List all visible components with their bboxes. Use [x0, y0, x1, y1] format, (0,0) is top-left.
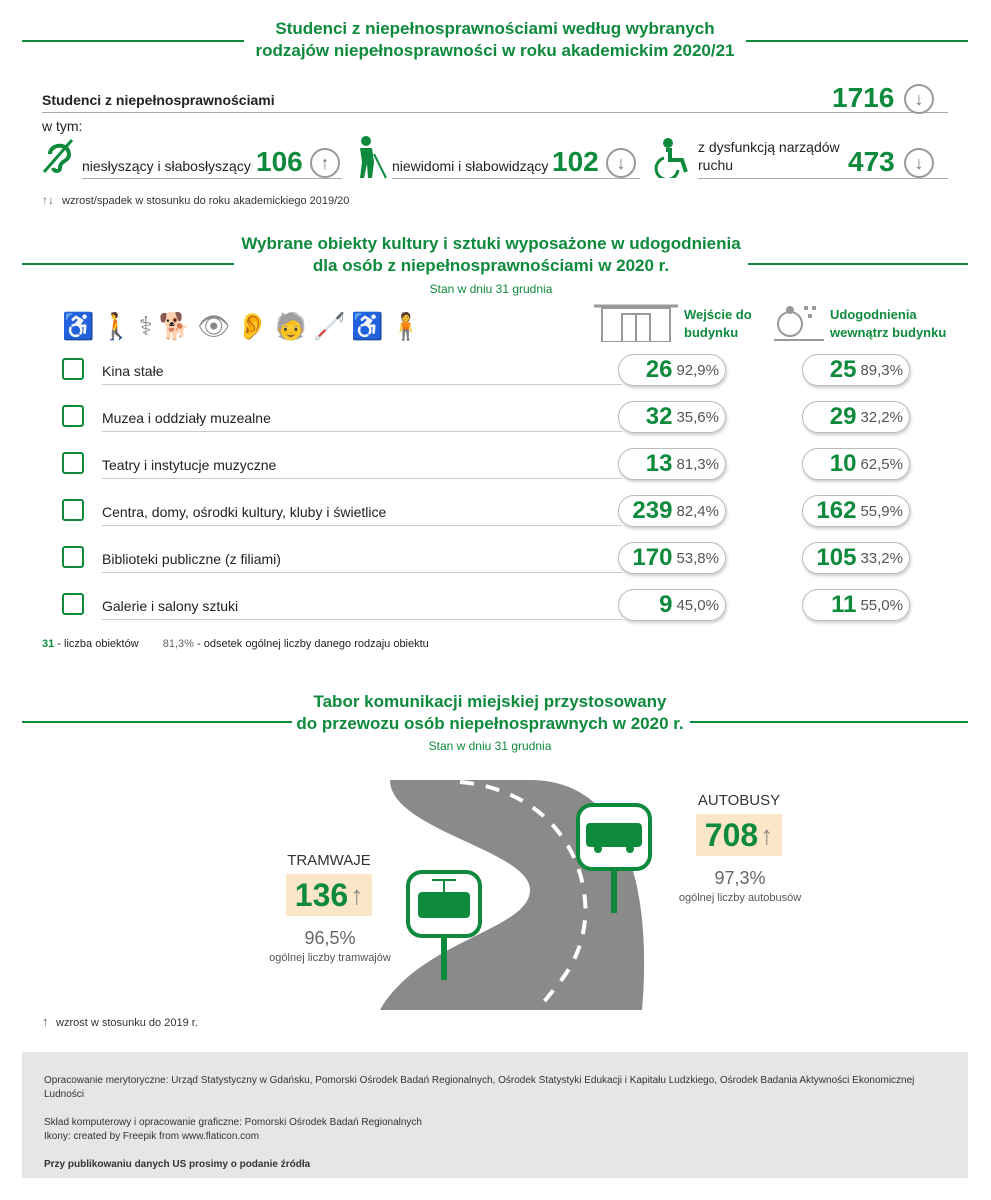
- divider-right: [690, 721, 968, 723]
- section3-legend: wzrost w stosunku do 2019 r.: [56, 1017, 198, 1029]
- including-label: w tym:: [42, 118, 83, 134]
- title-line: Studenci z niepełnosprawnościami według wybranych: [275, 19, 715, 38]
- legend-pct-text: - odsetek ogólnej liczby danego rodzaju obiektu: [197, 638, 429, 650]
- value-pill: [618, 542, 726, 574]
- object-share: 92,9%: [676, 361, 719, 379]
- value-pill: [802, 401, 910, 433]
- value-pill: [802, 448, 910, 480]
- total-label: Studenci z niepełnosprawnościami: [42, 92, 275, 108]
- section2-subtitle: Stan w dniu 31 grudnia: [429, 282, 553, 296]
- footer: [22, 1052, 968, 1178]
- footer-notice: Przy publikowaniu danych US prosimy o podanie źródła: [44, 1159, 311, 1170]
- object-share: 45,0%: [676, 596, 719, 614]
- col2-header: [830, 306, 946, 342]
- object-share: 81,3%: [676, 455, 719, 473]
- divider-right: [748, 263, 968, 265]
- cat-underline: [392, 178, 640, 179]
- culture-house-icon: [62, 499, 84, 521]
- wheelchair-icon: ♿: [62, 311, 95, 341]
- object-share: 33,2%: [860, 549, 903, 567]
- bus-desc: ogólnej liczby autobusów: [678, 892, 802, 904]
- bus-stop-sign: [576, 803, 652, 913]
- object-count: 105: [816, 544, 857, 571]
- object-count: 11: [831, 591, 857, 618]
- museum-icon: [62, 405, 84, 427]
- cat1-value: 106: [256, 146, 303, 177]
- footer-icons: Ikony: created by Freepik from www.flaticon.com: [44, 1131, 260, 1142]
- title-line: Tabor komunikacji miejskiej przystosowany: [313, 692, 667, 711]
- library-icon: [62, 546, 84, 568]
- arrow-down-icon: ↓: [904, 84, 934, 114]
- row-underline: [102, 619, 622, 620]
- theatre-icon: [62, 452, 84, 474]
- object-share: 89,3%: [860, 361, 903, 379]
- object-share: 35,6%: [676, 408, 719, 426]
- object-count: 26: [645, 356, 673, 383]
- wheelchair-icon: [654, 138, 690, 178]
- disability-icons-row: [62, 302, 452, 342]
- object-share: 53,8%: [676, 549, 719, 567]
- indoor-facilities-icon: [774, 302, 824, 342]
- col-header-line: wewnątrz budynku: [830, 325, 947, 340]
- blind-eye-icon: 👁: [197, 311, 231, 341]
- footer-credits: Opracowanie merytoryczne: Urząd Statystyczny w Gdańsku, Pomorski Ośrodek Badań Regionalnych, Ośrodek Statystyki Edukacji i Kapitału Ludzkiego, Ośrodek Badania Aktywności Ekonomicznej Ludności: [44, 1075, 915, 1100]
- col-header-line: Wejście do: [684, 307, 752, 322]
- value-pill: [802, 542, 910, 574]
- wheelchair-assist-icon: ♿: [351, 311, 384, 341]
- value-pill: [802, 354, 910, 386]
- object-count: 239: [632, 497, 673, 524]
- cat3-label: [698, 138, 840, 174]
- object-count: 170: [632, 544, 673, 571]
- value-pill: [618, 401, 726, 433]
- row-underline: [102, 478, 622, 479]
- title-line: do przewozu osób niepełnosprawnych w 2020 r.: [296, 714, 684, 733]
- row-underline: [102, 525, 622, 526]
- arrow-up-icon: ↑: [42, 1014, 49, 1029]
- cat2-value: 102: [552, 146, 599, 177]
- object-count: 10: [829, 450, 857, 477]
- object-count: 9: [659, 591, 673, 618]
- value-pill: [618, 448, 726, 480]
- deaf-ear-icon: 👂: [236, 311, 269, 341]
- elderly-person-icon: 🚶: [100, 311, 133, 341]
- section3-subtitle: Stan w dniu 31 grudnia: [428, 739, 552, 753]
- arrow-down-icon: ↓: [904, 148, 934, 178]
- updown-icon: ↑↓: [42, 193, 54, 207]
- bus-pct: 97,3%: [714, 868, 766, 888]
- tram-label: TRAMWAJE: [287, 852, 371, 869]
- row-underline: [102, 384, 622, 385]
- section2-title: [236, 233, 746, 277]
- row-label: Teatry i instytucje muzyczne: [102, 457, 277, 473]
- object-share: 82,4%: [676, 502, 719, 520]
- object-share: 32,2%: [860, 408, 903, 426]
- cane-icon: 🦯: [312, 311, 346, 341]
- object-share: 62,5%: [860, 455, 903, 473]
- col-header-line: budynku: [684, 325, 739, 340]
- object-count: 162: [816, 497, 857, 524]
- row-label: Galerie i salony sztuki: [102, 598, 239, 614]
- row-underline: [102, 572, 622, 573]
- divider-left: [22, 263, 234, 265]
- cinema-icon: [62, 358, 84, 380]
- gallery-icon: [62, 593, 84, 615]
- value-pill: [618, 354, 726, 386]
- total-value: 1716: [832, 82, 895, 113]
- row-underline: [102, 431, 622, 432]
- row-label: Biblioteki publiczne (z filiami): [102, 551, 281, 567]
- cat3-value: 473: [848, 146, 895, 177]
- divider-right: [746, 40, 968, 42]
- col-header-line: Udogodnienia: [830, 307, 917, 322]
- blind-person-icon: [352, 136, 388, 180]
- row-label: Muzea i oddziały muzealne: [102, 410, 271, 426]
- building-entrance-icon: [592, 300, 680, 342]
- arrow-up-icon: ↑: [760, 819, 774, 850]
- tram-desc: ogólnej liczby tramwajów: [269, 952, 391, 964]
- bus-tag: [696, 814, 782, 856]
- cat3-label-line: ruchu: [698, 157, 734, 173]
- legend-pct: 81,3%: [162, 638, 194, 650]
- tram-pct: 96,5%: [304, 928, 356, 948]
- row-label: Centra, domy, ośrodki kultury, kluby i świetlice: [102, 504, 387, 520]
- object-count: 25: [829, 356, 857, 383]
- cat3-label-line: z dysfunkcją narządów: [698, 139, 840, 155]
- object-share: 55,0%: [860, 596, 903, 614]
- walker-icon: 🧓: [274, 311, 307, 341]
- total-underline: [42, 112, 948, 113]
- legend-num-text: - liczba obiektów: [57, 638, 139, 650]
- bus-label: AUTOBUSY: [697, 792, 781, 809]
- arrow-up-icon: ↑: [310, 148, 340, 178]
- object-count: 29: [829, 403, 857, 430]
- cat-underline: [82, 178, 342, 179]
- tram-value: 136: [294, 876, 349, 913]
- section2-legend: [42, 638, 429, 650]
- section1-legend: wzrost/spadek w stosunku do roku akademickiego 2019/20: [62, 195, 350, 207]
- cat1-label: niesłyszący i słabosłyszący: [82, 158, 251, 174]
- tram-tag: [286, 874, 372, 916]
- section3-title: [290, 691, 690, 735]
- crutch-icon: ⚕: [138, 311, 153, 341]
- hearing-icon: [42, 138, 76, 174]
- person-icon: 🧍: [389, 311, 423, 341]
- divider-left: [22, 721, 292, 723]
- col1-header: [684, 306, 752, 342]
- cat-underline: [698, 178, 948, 179]
- title-line: dla osób z niepełnosprawnościami w 2020 r.: [312, 256, 670, 275]
- arrow-up-icon: ↑: [350, 879, 364, 910]
- value-pill: [618, 589, 726, 621]
- title-line: rodzajów niepełnosprawności w roku akademickim 2020/21: [255, 41, 735, 60]
- object-count: 32: [645, 403, 673, 430]
- guide-dog-icon: 🐕: [158, 311, 192, 341]
- cat2-label: niewidomi i słabowidzący: [392, 158, 549, 174]
- divider-left: [22, 40, 244, 42]
- object-share: 55,9%: [860, 502, 903, 520]
- title-line: Wybrane obiekty kultury i sztuki wyposażone w udogodnienia: [241, 234, 741, 253]
- value-pill: [802, 495, 910, 527]
- footer-layout: Skład komputerowy i opracowanie graficzne: Pomorski Ośrodek Badań Regionalnych: [44, 1117, 422, 1128]
- row-label: Kina stałe: [102, 363, 164, 379]
- arrow-down-icon: ↓: [606, 148, 636, 178]
- legend-num: 31: [42, 638, 55, 650]
- value-pill: [618, 495, 726, 527]
- object-count: 13: [645, 450, 673, 477]
- bus-value: 708: [704, 816, 759, 853]
- section1-title: [250, 18, 740, 62]
- value-pill: [802, 589, 910, 621]
